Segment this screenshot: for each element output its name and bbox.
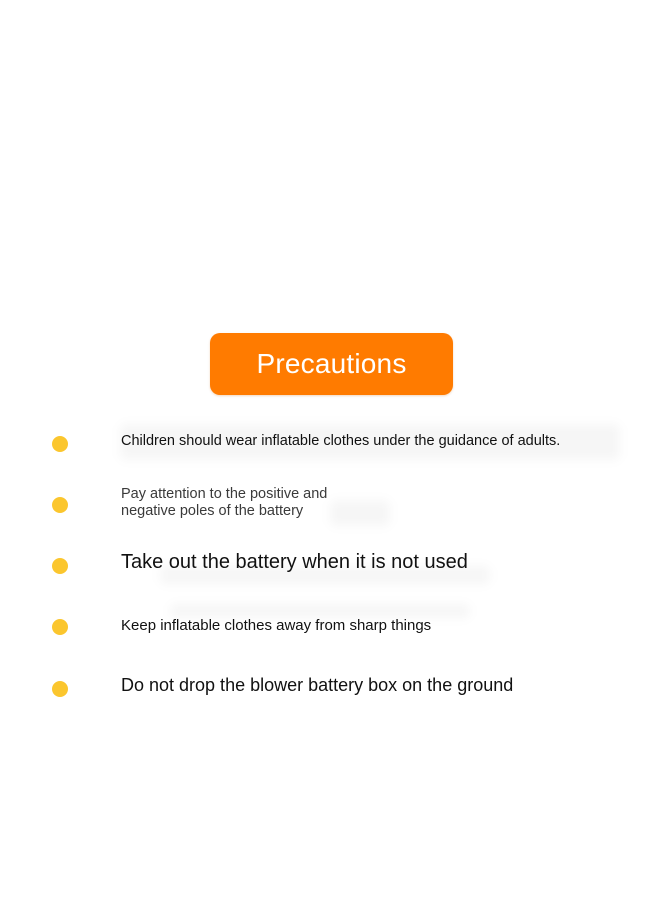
list-item <box>0 430 660 460</box>
list-item <box>0 550 660 582</box>
precaution-text: Children should wear inflatable clothes under the guidance of adults. <box>121 433 561 449</box>
precaution-text-line-1: Pay attention to the positive and <box>121 486 328 502</box>
precaution-text-line-2: negative poles of the battery <box>121 503 304 519</box>
precautions-title-badge <box>210 333 453 395</box>
list-item <box>0 486 660 526</box>
bullet-dot-icon <box>52 558 68 574</box>
precaution-text: Keep inflatable clothes away from sharp things <box>121 617 432 634</box>
list-item <box>0 674 660 704</box>
bullet-dot-icon <box>52 681 68 697</box>
page-title: Precautions <box>256 348 407 379</box>
bullet-dot-icon <box>52 436 68 452</box>
bullet-dot-icon <box>52 619 68 635</box>
precaution-text: Do not drop the blower battery box on the ground <box>121 675 514 695</box>
list-item <box>0 615 660 643</box>
precaution-text: Take out the battery when it is not used <box>121 551 468 573</box>
bullet-dot-icon <box>52 497 68 513</box>
